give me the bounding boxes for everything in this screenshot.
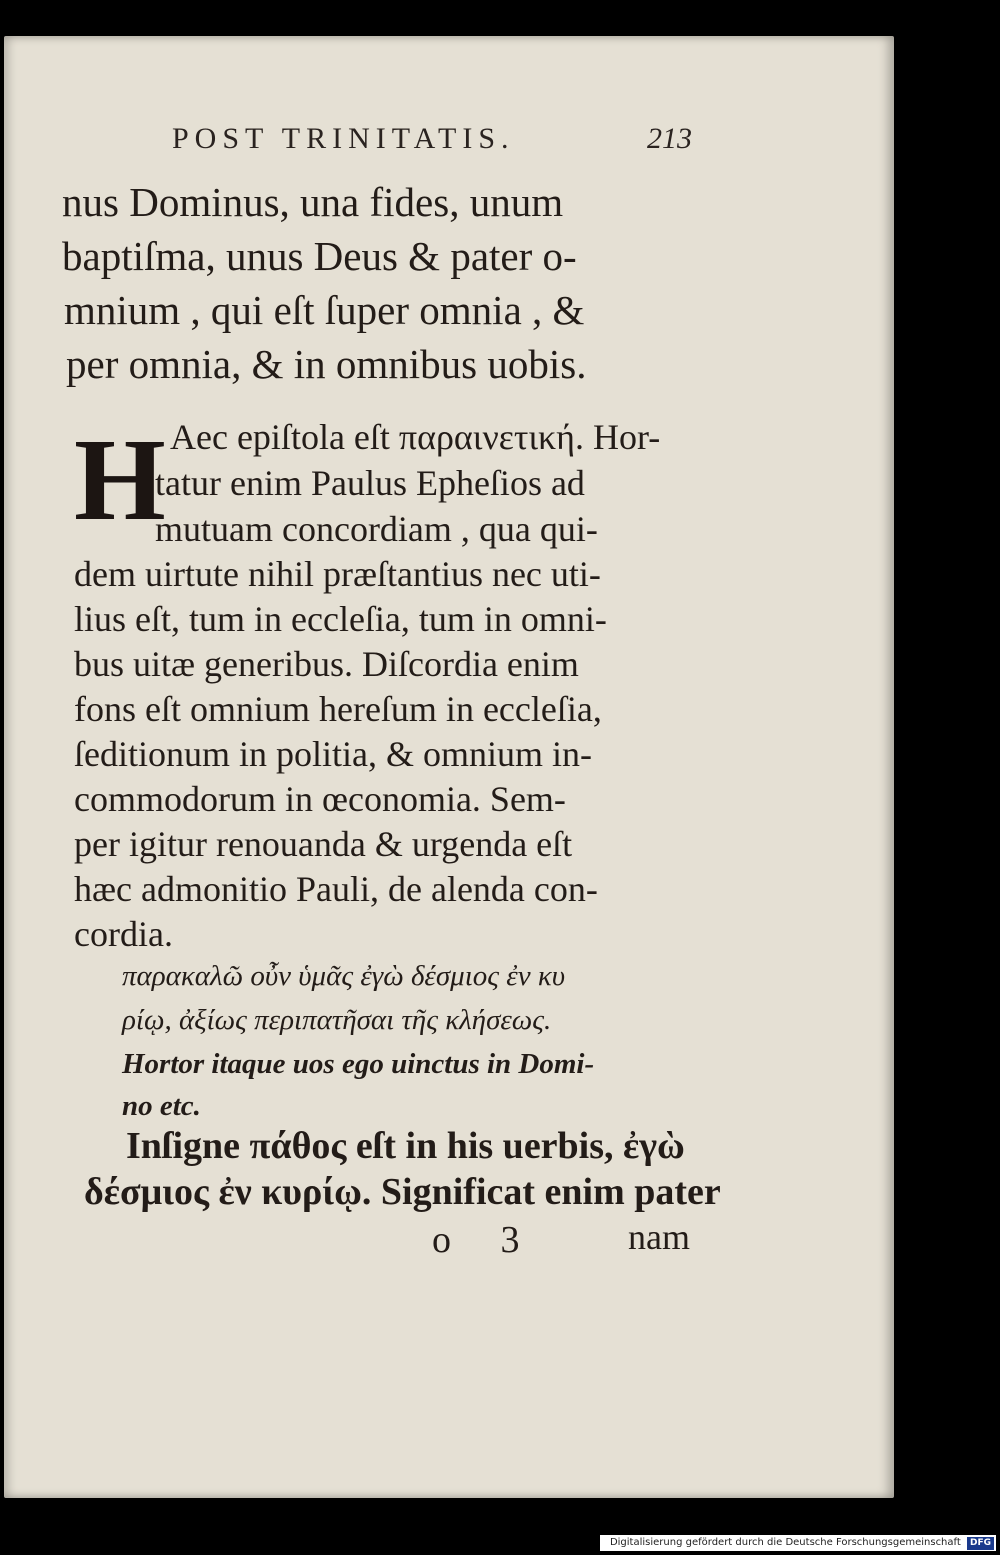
text-line: lius eſt, tum in eccleſia, tum in omni- (74, 599, 607, 639)
text-line: cordia. (74, 914, 173, 954)
running-head-title: POST TRINITATIS. (172, 122, 515, 155)
text-line: tatur enim Paulus Epheſios ad (155, 463, 585, 503)
text-line: nus Dominus, una fides, unum (62, 179, 564, 225)
text-line: mutuam concordiam , qua qui- (155, 509, 598, 549)
text-line: Aec epiſtola eſt παραινετική. Hor- (170, 417, 661, 457)
greek-quote-line: παρακαλῶ οὖν ὑμᾶς ἐγὼ δέσμιος ἐν κυ (122, 960, 566, 992)
text-line: fons eſt omnium hereſum in eccleſia, (74, 689, 602, 729)
dfg-logo-icon: DFG (967, 1537, 994, 1550)
page-number: 213 (647, 122, 692, 155)
text-line: baptiſma, unus Deus & pater o- (62, 233, 577, 279)
text-line: bus uitæ generibus. Diſcordia enim (74, 644, 579, 684)
catchword: nam (628, 1217, 690, 1257)
footer-text: Digitalisierung gefördert durch die Deutsche Forschungsgemeinschaft (609, 1537, 961, 1548)
signature-mark: o 3 (432, 1219, 540, 1261)
text-line: ſeditionum in politia, & omnium in- (74, 734, 592, 774)
text-line: commodorum in œconomia. Sem- (74, 779, 566, 819)
text-line: mnium , qui eſt ſuper omnia , & (64, 287, 585, 333)
gloss-line: no etc. (122, 1090, 201, 1122)
text-line: per igitur renouanda & urgenda eſt (74, 824, 573, 864)
text-line: per omnia, & in omnibus uobis. (66, 341, 587, 387)
text-line: δέσμιος ἐν κυρίῳ. Significat enim pater (84, 1171, 721, 1213)
drop-initial: H (74, 414, 166, 545)
running-head (172, 122, 692, 162)
greek-quote-line: ρίῳ, ἀξίως περιπατῆσαι τῆς κλήσεως. (122, 1004, 552, 1036)
text-line: Inſigne πάθος eſt in his uerbis, ἐγὼ (126, 1125, 685, 1167)
funding-footer (600, 1535, 996, 1551)
text-line: dem uirtute nihil præſtantius nec uti- (74, 554, 601, 594)
text-line: hæc admonitio Pauli, de alenda con- (74, 869, 598, 909)
gloss-line: Hortor itaque uos ego uinctus in Domi- (122, 1048, 595, 1080)
